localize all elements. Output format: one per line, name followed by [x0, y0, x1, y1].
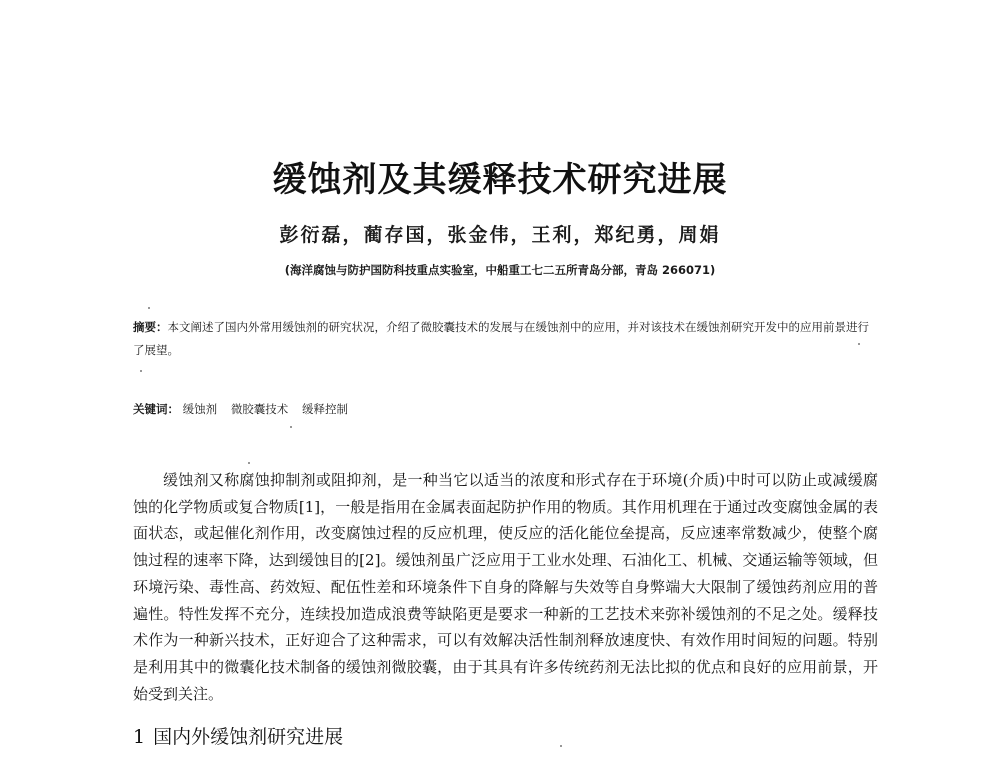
- scan-speck: [140, 370, 142, 372]
- abstract-label: 摘要：: [133, 320, 168, 334]
- keywords-label: 关键词：: [133, 402, 179, 416]
- abstract: [133, 316, 878, 362]
- keyword-item: 微胶囊技术: [230, 402, 289, 416]
- keyword-item: 缓蚀剂: [182, 402, 218, 416]
- scan-speck: [290, 426, 292, 428]
- section-number: 1: [133, 726, 146, 748]
- keywords: [133, 401, 358, 417]
- abstract-text: 本文阐述了国内外常用缓蚀剂的研究状况，介绍了微胶囊技术的发展与在缓蚀剂中的应用，并对该技术在缓蚀剂研究开发中的应用前景进行了展望。: [133, 320, 869, 357]
- scan-speck: [560, 745, 562, 747]
- scan-speck: [148, 307, 150, 309]
- scan-speck: [858, 343, 860, 345]
- section-heading: [133, 722, 343, 749]
- paper-title: 缓蚀剂及其缓释技术研究进展: [272, 160, 728, 200]
- section-title: 国内外缓蚀剂研究进展: [153, 726, 344, 748]
- author-list: 彭衍磊，蔺存国，张金伟，王利，郑纪勇，周娟: [279, 224, 721, 246]
- scan-speck: [248, 462, 250, 464]
- body-paragraph: 缓蚀剂又称腐蚀抑制剂或阻抑剂，是一种当它以适当的浓度和形式存在于环境(介质)中时可以防止或减缓腐蚀的化学物质或复合物质[1]，一般是指用在金属表面起防护作用的物质。其作用机理在于通过改变腐蚀金属的表面状态，或起催化剂作用，改变腐蚀过程的反应机理，使反应的活化能位垒提高，反应速率常数减少，使整个腐蚀过程的速率下降，达到缓蚀目的[2]。缓蚀剂虽广泛应用于工业水处理、石油化工、机械、交通运输等领域，但环境污染、毒性高、药效短、配伍性差和环境条件下自身的降解与失效等自身弊端大大限制了缓蚀药剂应用的普遍性。特性发挥不充分，连续投加造成浪费等缺陷更是要求一种新的工艺技术来弥补缓蚀剂的不足之处。缓释技术作为一种新兴技术，正好迎合了这种需求，可以有效解决活性制剂释放速度快、有效作用时间短的问题。特别是利用其中的微囊化技术制备的缓蚀剂微胶囊，由于其具有许多传统药剂无法比拟的优点和良好的应用前景，开始受到关注。: [133, 471, 878, 703]
- keyword-item: 缓释控制: [301, 402, 348, 416]
- affiliation: (海洋腐蚀与防护国防科技重点实验室，中船重工七二五所青岛分部，青岛 266071): [284, 263, 716, 277]
